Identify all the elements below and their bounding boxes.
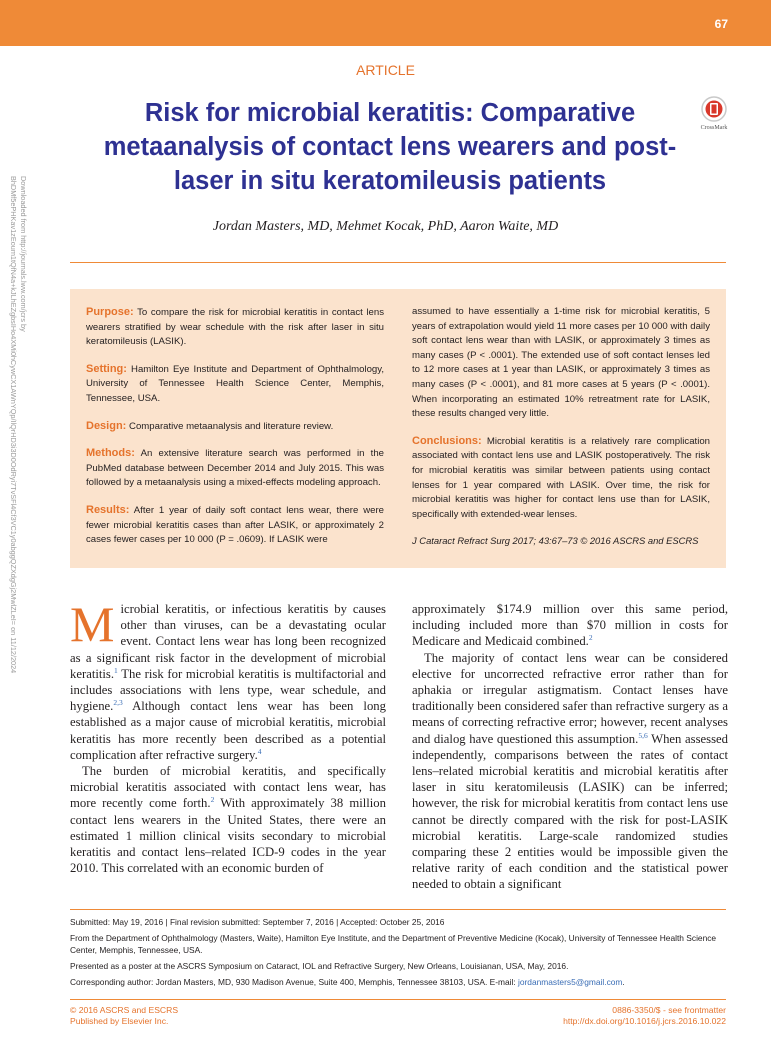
doi-link[interactable]: http://dx.doi.org/10.1016/j.jcrs.2016.10.022 xyxy=(563,1016,726,1026)
body-text: Although contact lens wear has been long established as a major cause of microbial keratitis, microbial keratitis has more recently been described as a potential complication after refractive surgery. xyxy=(70,699,386,762)
body-text: approximately $174.9 million over this same period, including included more than $70 million in costs for Medicare and Medicaid combined. xyxy=(412,602,728,649)
body-paragraph xyxy=(70,596,386,763)
page-number: 67 xyxy=(714,17,728,31)
issn: 0886-3350/$ - see frontmatter xyxy=(612,1005,726,1015)
body-paragraph xyxy=(412,601,728,650)
download-sidebar xyxy=(0,0,30,1043)
drop-cap: M xyxy=(70,596,115,652)
presentation-note: Presented as a poster at the ASCRS Symposium on Cataract, IOL and Refractive Surgery, New Orleans, Louisianan, USA, May, 2016. xyxy=(70,960,569,971)
footer-right xyxy=(563,1005,726,1027)
email-link[interactable]: jordanmasters5@gmail.com xyxy=(518,977,623,988)
body-text: When assessed independently, comparisons between the rates of contact lens–related microbial keratitis and microbial keratitis after laser in situ keratomileusis (LASIK) can be inferred; however, the risk for microbial keratitis from contact lens use cannot be directly compared with the risk for post-LASIK microbial keratitis. Large-scale randomized studies comparing these 2 entities would be impossible given the relative rarity of each condition and the statistical power needed to obtain a significant xyxy=(412,731,728,892)
conclusions-label: Conclusions: xyxy=(412,434,482,447)
crossmark-badge[interactable] xyxy=(700,96,728,134)
body-paragraph xyxy=(70,763,386,876)
body-text: The burden of microbial keratitis, and specifically microbial keratitis associated with contact lens wear, has more recently come forth. xyxy=(70,764,386,811)
results-text-1: After 1 year of daily soft contact lens wear, there were fewer microbial keratitis cases than after LASIK, or approximately 2 cases fewer cases per 10 000 (P = .0609). If LASIK were xyxy=(86,504,384,546)
abstract-design xyxy=(86,419,384,435)
reference-link[interactable]: 2 xyxy=(588,633,593,643)
purpose-text: To compare the risk for microbial keratitis in contact lens wearers stratified by wear schedule with the risk after laser in situ keratomileusis (LASIK). xyxy=(86,307,384,348)
copyright: © 2016 ASCRS and ESCRS xyxy=(70,1005,179,1015)
setting-label: Setting: xyxy=(86,362,127,375)
authors: Jordan Masters, MD, Mehmet Kocak, PhD, Aaron Waite, MD xyxy=(212,219,559,234)
body-left-column xyxy=(70,596,386,876)
body-text: icrobial keratitis, or infectious keratitis by causes other than viruses, can be a devastating ocular event. Contact lens wear has long been recognized as a significant risk factor in the development of microbial keratitis. xyxy=(70,602,386,681)
design-text: Comparative metaanalysis and literature review. xyxy=(129,420,334,432)
results-label: Results: xyxy=(86,503,130,516)
conclusions-text: Microbial keratitis is a relatively rare complication associated with contact lens use and LASIK postoperatively. The risk for microbial keratitis was similar between patients using contact lenses for 1 year compared with LASIK. Over time, the risk for microbial keratitis was higher for contact lens use than for LASIK, specifically with extended-wear lenses. xyxy=(412,435,710,520)
section-label: ARTICLE xyxy=(356,62,415,78)
reference-link[interactable]: 2,3 xyxy=(113,697,123,707)
corresponding-author xyxy=(70,977,730,988)
reference-link[interactable]: 5,6 xyxy=(638,730,648,740)
abstract-purpose xyxy=(86,305,384,350)
footnotes xyxy=(70,917,730,993)
abstract-left-column xyxy=(86,305,384,560)
publisher: Published by Elsevier Inc. xyxy=(70,1016,169,1026)
footnote-divider xyxy=(70,909,726,910)
setting-text: Hamilton Eye Institute and Department of Ophthalmology, University of Tennessee Health Science Center, Memphis, Tennessee, USA. xyxy=(86,363,385,404)
methods-text: An extensive literature search was performed in the PubMed database between December 2014 and July 2015. This was followed by a metaanalysis using a mixed-effects modeling approach. xyxy=(86,448,384,489)
abstract-conclusions xyxy=(412,434,710,523)
abstract-setting xyxy=(86,362,384,407)
body-text: With approximately 38 million contact lens wearers in the United States, there were an estimated 1 million clinical visits secondary to microbial keratitis and contact lens–related ICD-9 codes in the year 2010. This correlated with an economic burden of xyxy=(70,796,386,876)
article-title: Risk for microbial keratitis: Comparative metaanalysis of contact lens wearers and post-laser in situ keratomileusis patients xyxy=(103,99,677,195)
abstract-methods xyxy=(86,446,384,491)
submission-dates: Submitted: May 19, 2016 | Final revision submitted: September 7, 2016 | Accepted: October 25, 2016 xyxy=(70,917,445,927)
abstract-results xyxy=(86,503,384,548)
download-note: Downloaded from http://journals.lww.com/jcrs by BhDMf5ePHKav1zEoum1tQfN4a+kJLhEZgbsIHo4XMi0hCywCX1AWnYQp/IlQrHD3i3D0OdRyi7TvSFl4Cf3VC1y0abggQZXdgGj2MwlZLeI= on 11/12/2024 xyxy=(9,176,28,674)
abstract-citation: J Cataract Refract Surg 2017; 43:67–73 © 2016 ASCRS and ESCRS xyxy=(412,535,699,547)
reference-link[interactable]: 4 xyxy=(257,746,262,756)
affiliations: From the Department of Ophthalmology (Masters, Waite), Hamilton Eye Institute, and the Department of Preventive Medicine (Kocak), University of Tennessee Health Science Center, Memphis, Tennessee, USA. xyxy=(70,933,717,955)
corresponding-end: . xyxy=(622,977,625,988)
methods-label: Methods: xyxy=(86,447,135,460)
corresponding-text: Corresponding author: Jordan Masters, MD, 930 Madison Avenue, Suite 400, Memphis, Tennessee 38103, USA. E-mail: xyxy=(70,977,518,988)
purpose-label: Purpose: xyxy=(86,306,134,318)
footer-left xyxy=(70,1005,178,1027)
abstract-box xyxy=(70,289,726,568)
crossmark-icon xyxy=(701,96,727,122)
header-divider xyxy=(70,262,726,263)
body-text: The risk for microbial keratitis is multifactorial and includes associations with lens type, wear schedule, and hygiene. xyxy=(70,666,386,714)
body-right-column xyxy=(412,601,728,893)
abstract-right-column xyxy=(412,305,710,561)
reference-link[interactable]: 2 xyxy=(210,795,215,805)
footer-divider xyxy=(70,999,726,1000)
abstract-results-continued: assumed to have essentially a 1-time risk for microbial keratitis, 5 years of extrapolation would yield 11 more cases per 10 000 with daily soft contact lens wear than with LASIK, or approximately 3 times as many cases (P < .0001). The extended use of soft contact lenses led to 12 more cases at 1 year than LASIK, or approximately 3 times as many cases (P < .0001), and 81 more cases at 5 years (P < .0001). When incorporating an estimated 10% retreatment rate for LASIK, these results changed very little. xyxy=(412,306,710,420)
reference-link[interactable]: 1 xyxy=(114,665,118,675)
design-label: Design: xyxy=(86,419,127,432)
body-paragraph xyxy=(412,650,728,893)
crossmark-label: CrossMark xyxy=(700,125,728,131)
body-text: The majority of contact lens wear can be considered elective for uncorrected refractive error rather than for aphakia or irregular astigmatism. Contact lenses have traditionally been considered safer than refractive surgery as a means of correcting refractive error; however, recent analyses and dialog have questioned this assumption. xyxy=(412,650,728,746)
header-bar xyxy=(0,0,771,46)
